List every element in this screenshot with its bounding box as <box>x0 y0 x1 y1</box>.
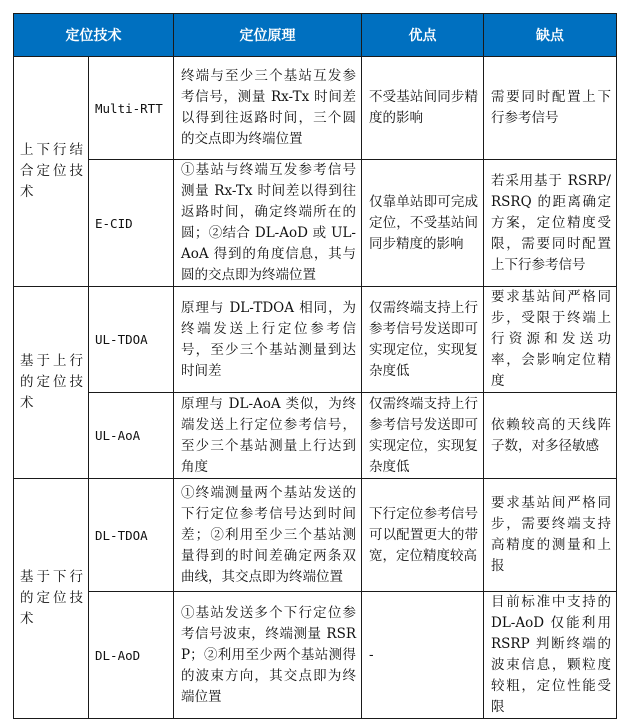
tech-name: UL-TDOA <box>89 287 174 393</box>
principle-cell: ①基站与终端互发参考信号测量 Rx-Tx 时间差以得到往返路时间，确定终端所在的圆；②结合 DL-AoD 或 UL-AoA 得到的角度信息，其与圆的交点即为终端位置 <box>174 160 362 287</box>
table-row <box>14 592 617 719</box>
pros-cell: 仅需终端支持上行参考信号发送即可实现定位，实现复杂度低 <box>362 287 484 393</box>
tech-name: DL-TDOA <box>89 479 174 592</box>
group-label: 基于下行的定位技术 <box>14 479 89 719</box>
tech-name: E-CID <box>89 160 174 287</box>
positioning-tech-table <box>13 13 617 719</box>
tech-name: DL-AoD <box>89 592 174 719</box>
table-row <box>14 393 617 479</box>
principle-cell: ①基站发送多个下行定位参考信号波束，终端测量 RSRP；②利用至少两个基站测得的波束方向，其交点即为终端位置 <box>174 592 362 719</box>
table-row <box>14 287 617 393</box>
table-row <box>14 479 617 592</box>
header-cons: 缺点 <box>484 14 617 57</box>
header-tech: 定位技术 <box>14 14 174 57</box>
group-label: 基于上行的定位技术 <box>14 287 89 479</box>
cons-cell: 要求基站间严格同步，受限于终端上行资源和发送功率，会影响定位精度 <box>484 287 617 393</box>
principle-cell: 原理与 DL-AoA 类似，为终端发送上行定位参考信号，至少三个基站测量上行达到角度 <box>174 393 362 479</box>
principle-cell: 原理与 DL-TDOA 相同，为终端发送上行定位参考信号，至少三个基站测量到达时间差 <box>174 287 362 393</box>
cons-cell: 若采用基于 RSRP/RSRQ 的距离确定方案，定位精度受限，需要同时配置上下行参考信号 <box>484 160 617 287</box>
tech-name: UL-AoA <box>89 393 174 479</box>
pros-cell: - <box>362 592 484 719</box>
cons-cell: 要求基站间严格同步，需要终端支持高精度的测量和上报 <box>484 479 617 592</box>
cons-cell: 依赖较高的天线阵子数，对多径敏感 <box>484 393 617 479</box>
table-row <box>14 57 617 160</box>
principle-cell: ①终端测量两个基站发送的下行定位参考信号达到时间差；②利用至少三个基站测量得到的时间差确定两条双曲线，其交点即为终端位置 <box>174 479 362 592</box>
group-label: 上下行结合定位技术 <box>14 57 89 287</box>
principle-cell: 终端与至少三个基站互发参考信号，测量 Rx-Tx 时间差以得到往返路时间，三个圆的交点即为终端位置 <box>174 57 362 160</box>
cons-cell: 目前标准中支持的 DL-AoD 仅能利用 RSRP 判断终端的波束信息，颗粒度较粗，定位性能受限 <box>484 592 617 719</box>
tech-name: Multi-RTT <box>89 57 174 160</box>
table-row <box>14 160 617 287</box>
pros-cell: 不受基站间同步精度的影响 <box>362 57 484 160</box>
header-principle: 定位原理 <box>174 14 362 57</box>
table-header-row <box>14 14 617 57</box>
pros-cell: 仅需终端支持上行参考信号发送即可实现定位，实现复杂度低 <box>362 393 484 479</box>
pros-cell: 下行定位参考信号可以配置更大的带宽，定位精度较高 <box>362 479 484 592</box>
cons-cell: 需要同时配置上下行参考信号 <box>484 57 617 160</box>
header-pros: 优点 <box>362 14 484 57</box>
pros-cell: 仅靠单站即可完成定位，不受基站间同步精度的影响 <box>362 160 484 287</box>
